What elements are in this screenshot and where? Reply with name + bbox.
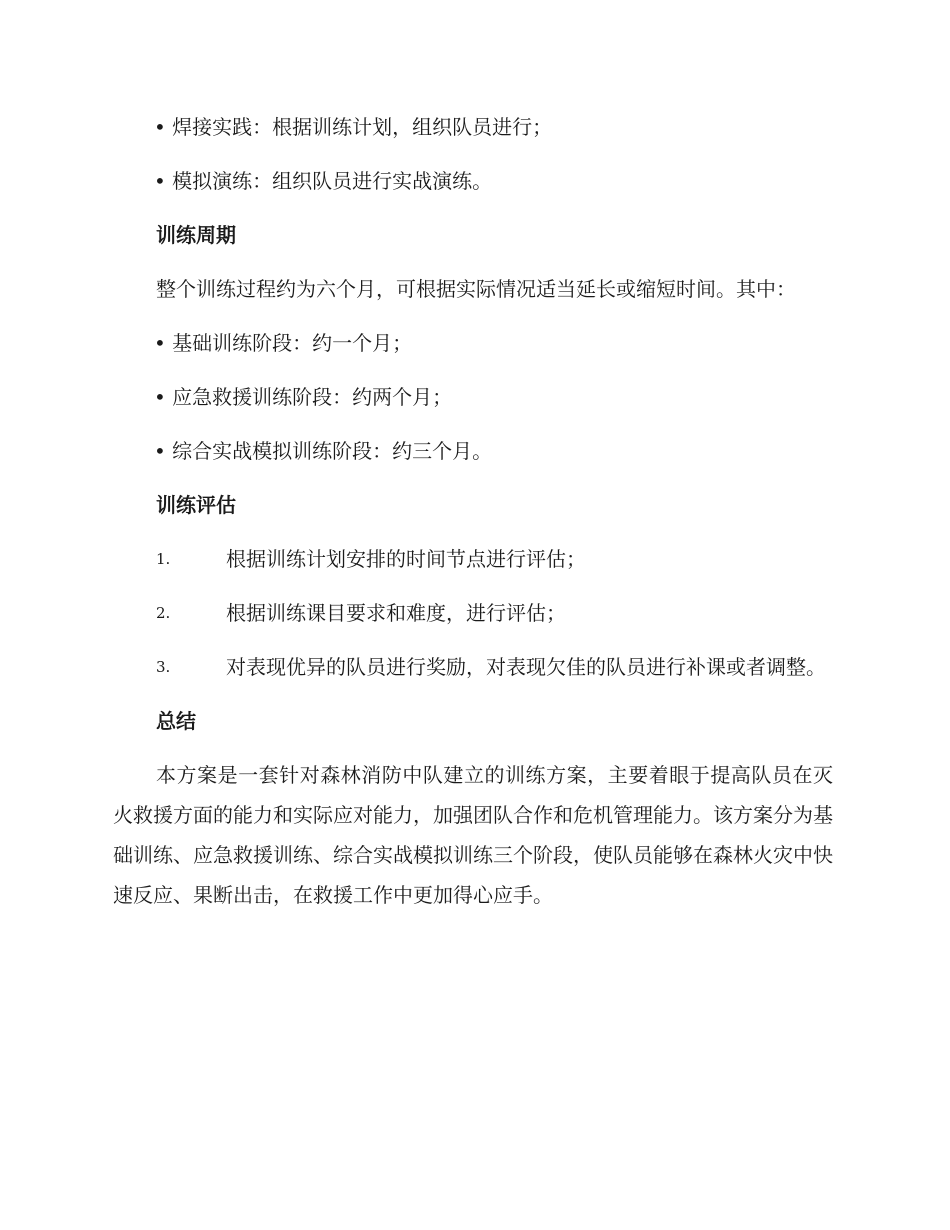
item-number: 3. xyxy=(156,658,171,676)
item-text: 对表现优异的队员进行奖励，对表现欠佳的队员进行补课或者调整。 xyxy=(226,655,826,679)
section-heading-cycle: 训练周期 xyxy=(156,223,236,247)
item-number: 1. xyxy=(156,550,171,568)
bullet-item: • 应急救援训练阶段：约两个月； xyxy=(154,385,453,409)
document-body xyxy=(113,107,833,929)
section-heading-evaluation: 训练评估 xyxy=(156,493,236,517)
item-number: 2. xyxy=(156,604,171,622)
item-text: 根据训练课目要求和难度，进行评估； xyxy=(226,601,566,625)
section-heading-summary: 总结 xyxy=(156,709,196,733)
bullet-item: • 基础训练阶段：约一个月； xyxy=(154,331,413,355)
numbered-item xyxy=(113,539,833,579)
bullet-item: • 模拟演练：组织队员进行实战演练。 xyxy=(154,169,493,193)
item-text: 根据训练计划安排的时间节点进行评估； xyxy=(226,547,586,571)
numbered-item xyxy=(113,593,833,633)
summary-paragraph: 本方案是一套针对森林消防中队建立的训练方案，主要着眼于提高队员在灭火救援方面的能力和实际应对能力，加强团队合作和危机管理能力。该方案分为基础训练、应急救援训练、综合实战模拟训练三个阶段，使队员能够在森林火灾中快速反应、果断出击，在救援工作中更加得心应手。 xyxy=(113,763,833,907)
cycle-intro-paragraph: 整个训练过程约为六个月，可根据实际情况适当延长或缩短时间。其中： xyxy=(156,277,796,301)
bullet-item: • 综合实战模拟训练阶段：约三个月。 xyxy=(154,439,493,463)
bullet-item: • 焊接实践：根据训练计划，组织队员进行； xyxy=(154,115,553,139)
numbered-item xyxy=(113,647,833,687)
